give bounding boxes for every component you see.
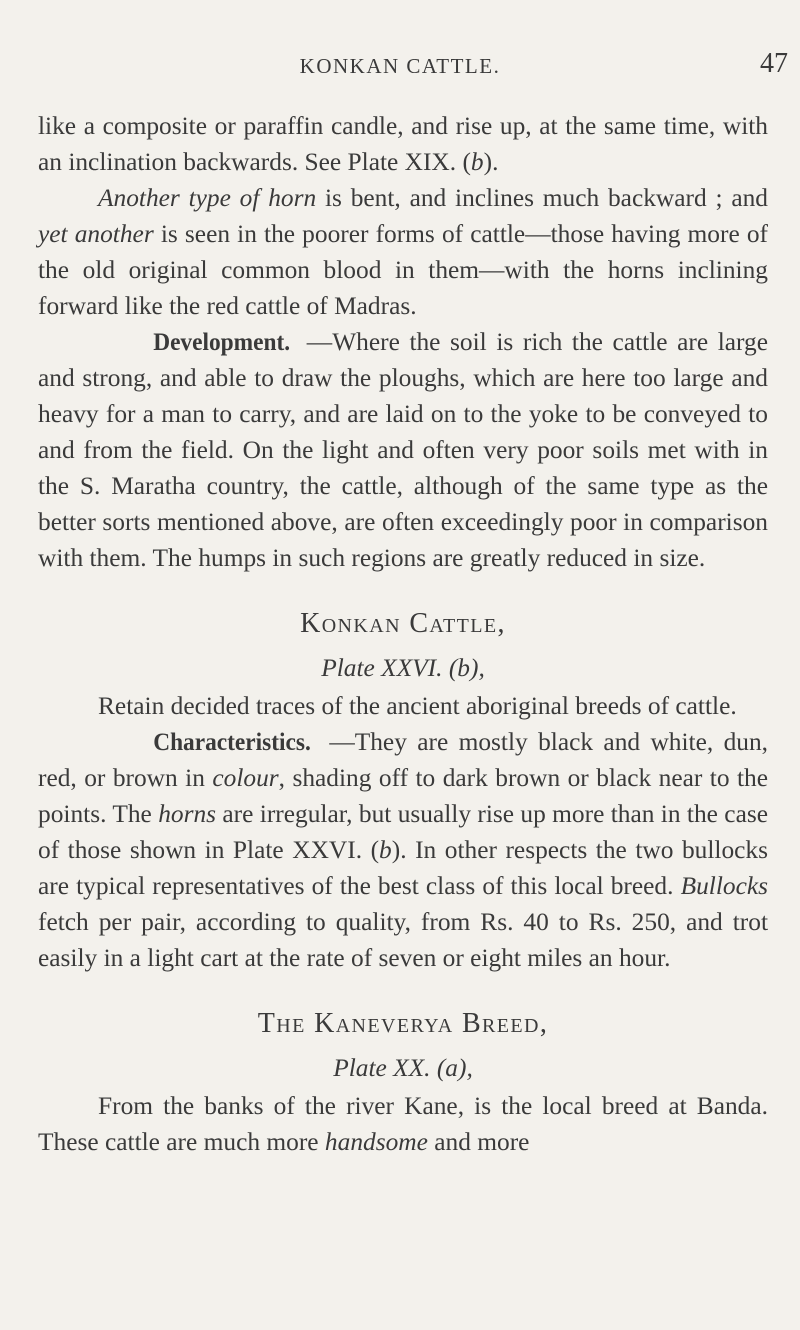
- plate-reference: [38, 650, 768, 686]
- section-title-kaneverya: [38, 1006, 768, 1042]
- text-span: From the banks of the river Kane, is the local breed at Banda. These cattle are much more: [38, 1092, 768, 1156]
- running-head: KONKAN CATTLE.: [299, 54, 501, 78]
- text-span: Plate XXVI. (: [321, 654, 458, 682]
- section-title-konkan: [38, 606, 768, 642]
- text-span: are irregular, but usually rise up more than in the case of those shown in Plate XXVI. (: [38, 800, 768, 864]
- text-span: like a composite or paraffin candle, and rise up, at the same time, with an inclination backwards. See Plate XIX. (: [38, 112, 768, 176]
- italic-span: yet another: [38, 220, 154, 248]
- italic-span: b: [379, 836, 392, 864]
- italic-span: Bullocks: [680, 872, 768, 900]
- italic-span: Another type of horn: [98, 184, 317, 212]
- text-span: a: [445, 1054, 458, 1082]
- text-span: is bent, and inclines much backward ; and: [316, 184, 768, 212]
- text-span: Plate XX. (: [333, 1054, 446, 1082]
- side-heading: Development.: [153, 328, 291, 356]
- body-text: [38, 108, 768, 1160]
- page-header: [0, 40, 800, 80]
- text-span: fetch per pair, according to quality, from Rs. 40 to Rs. 250, and trot easily in a light cart at the rate of seven or eight miles an hour.: [38, 908, 768, 972]
- text-span: —Where the soil is rich the cattle are large and strong, and able to draw the ploughs, which are here too large and heavy for a man to carry, and are laid on to the yoke to be conveyed to and from the field. On the light and often very poor soils met with in the S. Maratha country, the cattle, although of the same type as the better sorts mentioned above, are often exceedingly poor in comparison with them. The humps in such regions are greatly reduced in size.: [38, 328, 768, 572]
- text-span: ).: [483, 148, 499, 176]
- text-span: —They are mostly black and white, dun, red, or brown in: [38, 728, 768, 792]
- page-number: 47: [760, 48, 788, 79]
- text-span: b: [457, 654, 470, 682]
- text-span: is seen in the poorer forms of cattle—those having more of the old original common blood in them—with the horns inclining forward like the red cattle of Madras.: [38, 220, 768, 320]
- paragraph-horn-shape: [38, 108, 768, 180]
- italic-span: horns: [158, 800, 217, 828]
- plate-reference: [38, 1050, 768, 1086]
- section-title-text: Konkan Cattle,: [300, 608, 506, 639]
- italic-span: handsome: [324, 1128, 428, 1156]
- paragraph-horn-types: [38, 180, 768, 324]
- paragraph-konkan-intro: [38, 688, 768, 724]
- text-span: , shading off to dark brown or black near to the points. The: [38, 764, 768, 828]
- paragraph-kaneverya: [38, 1088, 768, 1160]
- section-title-text: The Kaneverya Breed,: [257, 1008, 549, 1039]
- text-span: ). In other respects the two bullocks are typical representatives of the best class of this local breed.: [38, 836, 768, 900]
- text-span: Retain decided traces of the ancient aboriginal breeds of cattle.: [98, 692, 737, 720]
- paragraph-development: [38, 324, 768, 576]
- paragraph-characteristics: [38, 724, 768, 976]
- italic-span: colour: [212, 764, 279, 792]
- text-span: ),: [469, 654, 485, 682]
- side-heading: Characteristics.: [153, 728, 311, 756]
- text-span: and more: [427, 1128, 530, 1156]
- text-span: ),: [458, 1054, 473, 1082]
- italic-span: b: [470, 148, 484, 176]
